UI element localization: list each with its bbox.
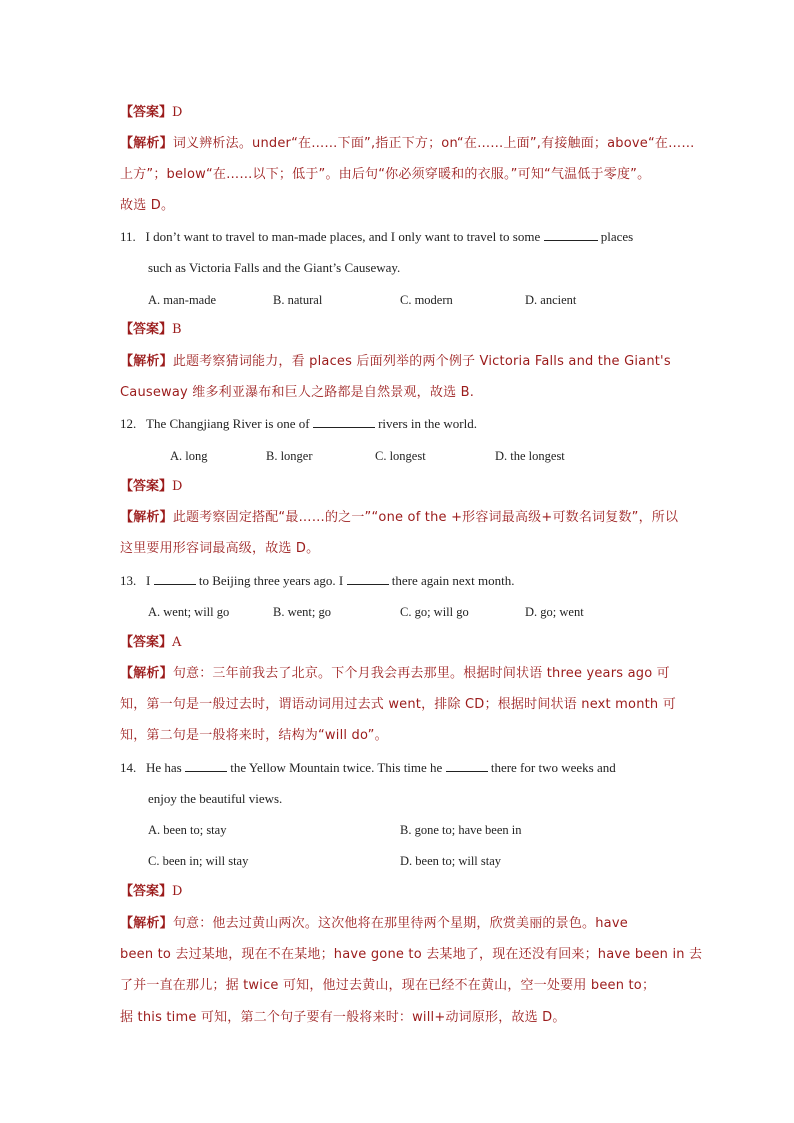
explanation-line: 这里要用形容词最高级，故选 D。 [120, 541, 320, 556]
explanation-line: 【解析】句意：三年前我去了北京。下个月我会再去那里。根据时间状语 three years ago 可 [120, 666, 670, 681]
answer-line [120, 633, 181, 653]
explanation-line: 上方”；below“在……以下；低于”。由后句“你必须穿暖和的衣服。”可知“气温低于零度”。 [120, 167, 651, 182]
explanation-line: 【解析】词义辨析法。under“在……下面”,指正下方；on“在……上面”,有接触面；above“在…… [120, 136, 695, 151]
explanation-tag: 【解析】 [120, 666, 173, 681]
option-b: B. longer [266, 449, 313, 463]
option-a: A. man-made [148, 293, 217, 307]
question-14-line2: enjoy the beautiful views. [148, 791, 283, 806]
option-b: B. natural [273, 293, 323, 307]
explanation-line: 故选 D。 [120, 198, 175, 213]
option-c: C. modern [400, 293, 453, 307]
explanation-line: 知，第一句是一般过去时，谓语动词用过去式 went，排除 CD；根据时间状语 next month 可 [120, 697, 676, 712]
answer-tag: 【答案】 [120, 884, 173, 899]
answer-value: D [172, 479, 183, 494]
option-a: A. been to; stay [148, 823, 227, 837]
option-c: C. longest [375, 449, 426, 463]
explanation-tag: 【解析】 [120, 916, 173, 931]
explanation-tag: 【解析】 [120, 354, 173, 369]
answer-value: D [172, 105, 183, 120]
answer-blank [446, 759, 488, 772]
question-number: 12. [120, 416, 137, 431]
explanation-line: 【解析】此题考察猜词能力，看 places 后面列举的两个例子 Victoria Falls and the Giant's [120, 354, 671, 369]
option-a: A. long [170, 449, 208, 463]
option-d: D. go; went [525, 605, 584, 619]
option-b: B. gone to; have been in [400, 823, 522, 837]
answer-tag: 【答案】 [120, 322, 173, 337]
answer-tag: 【答案】 [120, 479, 173, 494]
answer-tag: 【答案】 [120, 105, 173, 120]
answer-value: A [172, 635, 182, 650]
question-number: 13. [120, 573, 137, 588]
option-a: A. went; will go [148, 605, 230, 619]
question-11-line2: such as Victoria Falls and the Giant’s Causeway. [148, 260, 401, 275]
option-d: D. the longest [495, 449, 565, 463]
answer-line [120, 103, 182, 123]
question-12: 12. The Changjiang River is one of rivers in the world. [120, 416, 477, 431]
question-14: 14. He has the Yellow Mountain twice. This time he there for two weeks and [120, 760, 616, 775]
answer-blank [313, 415, 375, 428]
explanation-tag: 【解析】 [120, 510, 173, 525]
answer-line [120, 477, 182, 497]
option-d: D. ancient [525, 293, 577, 307]
option-c: C. go; will go [400, 605, 469, 619]
question-11: 11. I don’t want to travel to man-made places, and I only want to travel to some places [120, 229, 634, 244]
explanation-line: 知，第二句是一般将来时，结构为“will do”。 [120, 728, 388, 743]
answer-blank [185, 759, 227, 772]
explanation-line: 据 this time 可知，第二个句子要有一般将来时：will+动词原形，故选 D。 [120, 1010, 566, 1025]
answer-blank [544, 228, 598, 241]
answer-value: D [172, 884, 183, 899]
answer-blank [154, 572, 196, 585]
option-c: C. been in; will stay [148, 854, 249, 868]
explanation-line: Causeway 维多利亚瀑布和巨人之路都是自然景观，故选 B. [120, 385, 475, 400]
explanation-line: 了并一直在那儿；据 twice 可知，他过去黄山，现在已经不在黄山，空一处要用 been to； [120, 978, 656, 993]
option-b: B. went; go [273, 605, 331, 619]
explanation-line: 【解析】此题考察固定搭配“最……的之一”“one of the +形容词最高级+可数名词复数”，所以 [120, 510, 679, 525]
answer-value: B [172, 322, 182, 337]
answer-blank [347, 572, 389, 585]
question-13: 13. I to Beijing three years ago. I there again next month. [120, 573, 515, 588]
answer-line [120, 882, 182, 902]
answer-tag: 【答案】 [120, 635, 173, 650]
answer-line [120, 320, 182, 340]
question-number: 14. [120, 760, 137, 775]
option-d: D. been to; will stay [400, 854, 502, 868]
question-number: 11. [120, 229, 136, 244]
explanation-line: 【解析】句意：他去过黄山两次。这次他将在那里待两个星期，欣赏美丽的景色。have [120, 916, 628, 931]
explanation-tag: 【解析】 [120, 136, 173, 151]
explanation-line: been to 去过某地，现在不在某地；have gone to 去某地了，现在还没有回来；have been in 去 [120, 947, 703, 962]
